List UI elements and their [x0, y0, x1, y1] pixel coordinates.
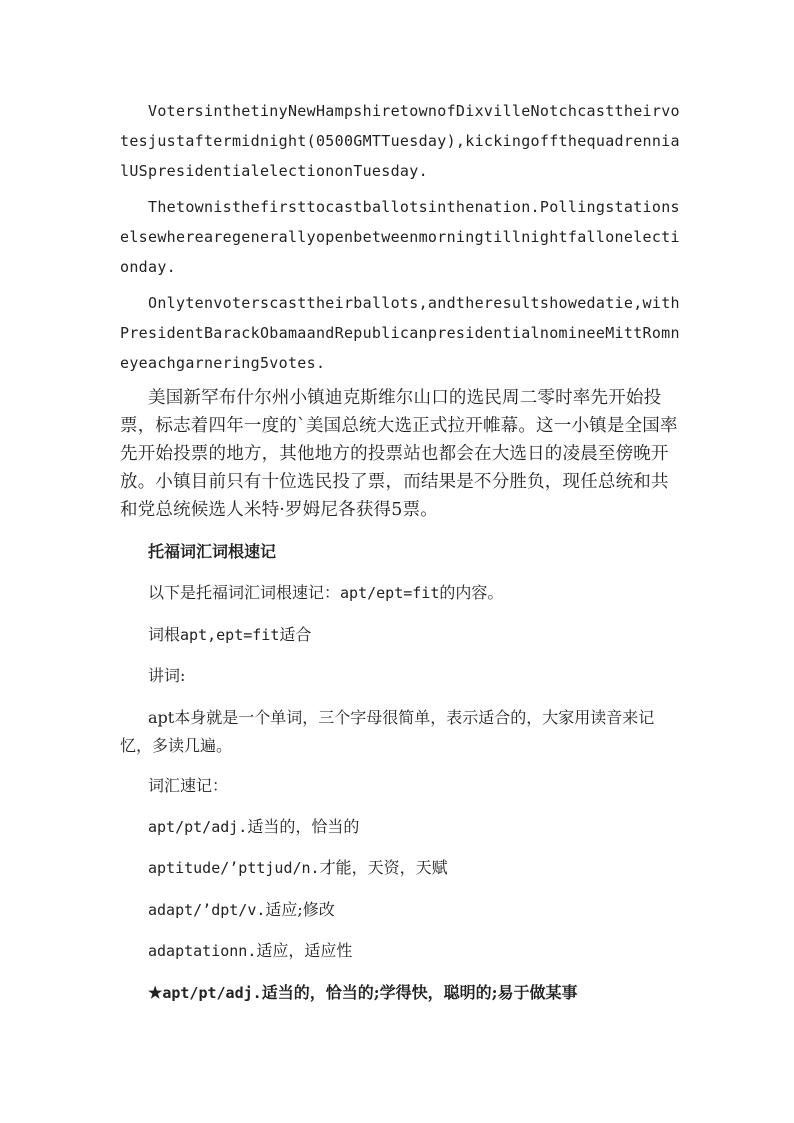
vocab-entry	[148, 857, 448, 879]
root-line	[148, 624, 311, 646]
explain-label: 讲词:	[148, 666, 186, 685]
starred-entry	[148, 982, 578, 1004]
root-prefix: 词根	[148, 625, 181, 644]
vocab-entry	[148, 816, 359, 838]
english-paragraph-3: Onlytenvoterscasttheirballots,andtheresultshowedatie,withPresidentBarackObamaandRepublicanpresidentialnomineeMittRomneyeachgarnering5votes.	[120, 294, 680, 372]
entry-meaning: 适应，适应性	[256, 941, 353, 960]
explain-paragraph: apt本身就是一个单词，三个字母很简单，表示适合的，大家用读音来记忆，多读几遍。	[120, 708, 655, 755]
entry-meaning: 才能，天资，天赋	[319, 858, 448, 877]
quick-label: 词汇速记：	[148, 776, 229, 795]
star-icon: ★	[148, 983, 163, 1002]
starred-code: apt/pt/adj.	[162, 984, 262, 1002]
root-code: apt,ept=fit	[180, 626, 280, 644]
entry-code: apt/pt/adj.	[148, 818, 248, 836]
intro-prefix: 以下是托福词汇词根速记：	[148, 583, 341, 602]
starred-meaning: 适当的，恰当的;学得快，聪明的;易于做某事	[261, 983, 578, 1002]
entry-meaning: 适应;修改	[265, 900, 335, 919]
english-paragraph-2: Thetownisthefirsttocastballotsinthenation.Pollingstationselsewherearegenerallyopenbetweenmorningtillnightfallonelectionday.	[120, 198, 680, 276]
vocab-entry	[148, 940, 352, 962]
entry-meaning: 适当的，恰当的	[247, 817, 360, 836]
root-suffix: 适合	[279, 625, 312, 644]
vocab-entry	[148, 899, 335, 921]
intro-suffix: 的内容。	[439, 583, 504, 602]
chinese-translation-paragraph: 美国新罕布什尔州小镇迪克斯维尔山口的选民周二零时率先开始投票，标志着四年一度的`美国总统大选正式拉开帷幕。这一小镇是全国率先开始投票的地方，其他地方的投票站也都会在大选日的凌晨至傍晚开放。小镇目前只有十位选民投了票，而结果是不分胜负，现任总统和共和党总统候选人米特·罗姆尼各获得5票。	[120, 388, 678, 520]
entry-code: adapt/’dpt/v.	[148, 901, 266, 919]
intro-code: apt/ept=fit	[340, 584, 440, 602]
intro-line	[148, 582, 503, 604]
section-heading: 托福词汇词根速记	[148, 542, 277, 561]
entry-code: adaptationn.	[148, 942, 257, 960]
english-paragraph-1: VotersinthetinyNewHampshiretownofDixvilleNotchcasttheirvotesjustaftermidnight(0500GMTTuesday),kickingoffthequadrennialUSpresidentialelectiononTuesday.	[120, 102, 680, 180]
entry-code: aptitude/’pttjud/n.	[148, 859, 320, 877]
